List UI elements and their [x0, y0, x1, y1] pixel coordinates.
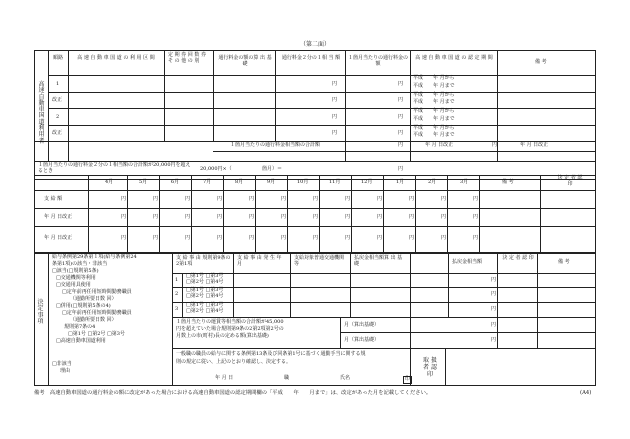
- pay-row-label: 支 給 額: [44, 196, 63, 202]
- pay-cell: 円: [281, 196, 287, 202]
- reason-opt: □第1号 □第3号: [186, 302, 224, 308]
- month-header: 12月: [361, 179, 373, 185]
- row-yen: 円: [332, 114, 338, 120]
- revise-cell: 円: [313, 235, 319, 241]
- total-yen: 円: [398, 142, 404, 148]
- revise-cell: 円: [441, 214, 447, 220]
- row-yen2: 円: [398, 114, 404, 120]
- handler-approval: 取 扱 者 認 印: [423, 357, 437, 378]
- pay-cell: 円: [217, 196, 223, 202]
- approval-header: 決 定 者 認 印: [557, 175, 583, 187]
- month-header: 6月: [171, 179, 180, 185]
- revise-cell: 円: [473, 214, 479, 220]
- header-period: 高 速 自 動 車 国 道 の 認 定 期 間: [415, 55, 493, 61]
- left-line: □第1号 □第2号 □第3号: [68, 331, 125, 337]
- header-remarks: 備 考: [535, 59, 547, 65]
- row-period-from: 平成 年 月から: [413, 108, 455, 114]
- reason-opt: □第2号 □第4号: [186, 308, 224, 314]
- left-line: 規則第7条の4: [64, 324, 96, 330]
- total-label: １箇月当たりの通行料金相当額の合計額: [230, 142, 321, 148]
- month-header: 4月: [105, 179, 114, 185]
- revise-cell: 円: [281, 235, 287, 241]
- left-line: □非該当: [52, 361, 72, 367]
- row-yen2: 円: [398, 97, 404, 103]
- total-yen2: 円: [492, 142, 498, 148]
- revise-cell: 円: [217, 214, 223, 220]
- revise-cell: 円: [153, 214, 159, 220]
- reason-no: 3: [175, 306, 179, 312]
- revise-cell: 円: [217, 235, 223, 241]
- revise-row-label: 年 月 日改正: [44, 235, 73, 241]
- hdr-refund-basis: 払戻金相当額算 出 基 礎: [354, 255, 403, 267]
- extra-month: 月（算出基礎）: [344, 337, 380, 343]
- reason-no: 2: [175, 291, 179, 297]
- left-line: □定年前再任用短時間勤務職員: [62, 310, 132, 316]
- revise-cell: 円: [281, 214, 287, 220]
- reason-opt: □第2号 □第4号: [186, 279, 224, 285]
- pay-cell: 円: [313, 196, 319, 202]
- left-line: （通勤所要日数 回）: [70, 317, 117, 323]
- revise-cell: 円: [473, 235, 479, 241]
- section1-side-label: 高速自動車国道利用者: [38, 81, 45, 145]
- row-period-from: 平成 年 月から: [413, 75, 455, 81]
- left-line: □該当(□規則第5条): [52, 268, 99, 274]
- row-yen: 円: [332, 130, 338, 136]
- pay-cell: 円: [249, 196, 255, 202]
- hdr-reason: 支 給 事 由 規則第9条の2第1項: [176, 255, 231, 267]
- hdr-transport: 支給対象普通交通機関等: [294, 255, 345, 267]
- left-line: 給与条例第29条第１項(給与条例第24: [52, 254, 137, 260]
- half-yen: 円: [398, 166, 404, 172]
- row-number: 2: [56, 114, 60, 120]
- row-period-from: 平成 年 月から: [413, 92, 455, 98]
- revise-cell: 円: [441, 235, 447, 241]
- section3-side-label: 決定事項: [37, 299, 44, 325]
- bottom-name: 氏名: [340, 375, 351, 381]
- row-number: 改正: [52, 97, 63, 103]
- pay-cell: 円: [153, 196, 159, 202]
- header-half-fee: 通行料金２分の１相 当 額: [281, 55, 341, 61]
- bottom-date: 年 月 日: [215, 375, 234, 381]
- header-fee-basis: 通行料金の額の算 出 基 礎: [218, 55, 272, 67]
- month-header: 8月: [235, 179, 244, 185]
- month-header: 3月: [460, 179, 469, 185]
- bottom-title: 職: [284, 375, 290, 381]
- left-line: □高速自動車国道利用: [56, 338, 106, 344]
- pay-cell: 円: [473, 196, 479, 202]
- row-period-to: 平成 年 月まで: [413, 116, 455, 122]
- revise-cell: 円: [377, 214, 383, 220]
- revise-cell: 円: [249, 235, 255, 241]
- extra-yen: 円: [491, 322, 497, 328]
- reason-no: 1: [175, 277, 179, 283]
- pay-cell: 円: [441, 196, 447, 202]
- hdr-approval: 決 定 者 認 印: [502, 255, 534, 261]
- revise-row-label: 年 月 日改正: [44, 214, 73, 220]
- month-header: 2月: [428, 179, 437, 185]
- row-period-to: 平成 年 月まで: [413, 99, 455, 105]
- month-header: 9月: [267, 179, 276, 185]
- left-line: □定年前再任用短時間勤務職員: [62, 289, 132, 295]
- total-date1: 年 月 日改正: [425, 142, 454, 148]
- month-header: 5月: [139, 179, 148, 185]
- month-header: 10月: [297, 179, 309, 185]
- total-date2: 年 月 日改正: [520, 142, 549, 148]
- revise-cell: 円: [345, 235, 351, 241]
- left-line: □交通用具使用: [56, 282, 91, 288]
- extra-text: １箇月当たりの運賃等相当額の合計額が45,000: [176, 319, 284, 325]
- row-number: 改正: [52, 130, 63, 136]
- bottom-text: 則の規定に従い、上記のとおり確認し、決定する。: [176, 359, 292, 365]
- row-number: 1: [56, 81, 60, 87]
- revise-cell: 円: [377, 235, 383, 241]
- half-calc: 20,000円×（: [200, 166, 232, 172]
- row-period-to: 平成 年 月まで: [413, 132, 455, 138]
- revise-cell: 円: [185, 214, 191, 220]
- left-line: □交通機関等利用: [56, 275, 96, 281]
- row-period-to: 平成 年 月まで: [413, 83, 455, 89]
- row-period-from: 平成 年 月から: [413, 125, 455, 131]
- half-month: 箇月）＝: [262, 166, 283, 172]
- header-monthly-fee: １箇月当たりの通行料金の額: [348, 55, 409, 67]
- extra-month: 月（算出基礎）: [344, 322, 380, 328]
- month-header: 7月: [203, 179, 212, 185]
- left-line: 条第1項)の該当・非該当: [52, 261, 108, 267]
- reason-opt: □第2号 □第4号: [186, 293, 224, 299]
- pay-cell: 円: [377, 196, 383, 202]
- revise-cell: 円: [345, 214, 351, 220]
- half-label: １箇月当たりの通行料金２分の１相当額の合計額が20,000円を超えるとき: [38, 162, 191, 174]
- hdr-refund: 払戻金相当額: [452, 259, 483, 265]
- hdr-occur: 支 給 事 由 発 生 年 月: [237, 255, 282, 267]
- revise-cell: 円: [249, 214, 255, 220]
- reason-opt: □第1号 □第3号: [186, 273, 224, 279]
- month-header: 11月: [329, 179, 341, 185]
- extra-text: 月数上の市(町村)長の定める額(算出基礎): [176, 333, 269, 339]
- bottom-text: 一般職の職員の給与に関する条例第13条及び同条第1号に基づく通勤手当に関する規: [176, 351, 366, 357]
- row-yen: 円: [332, 81, 338, 87]
- revise-cell: 円: [121, 214, 127, 220]
- month-header: 1月: [396, 179, 405, 185]
- header-route: 順路: [53, 55, 64, 61]
- pay-cell: 円: [185, 196, 191, 202]
- refund-yen: 円: [491, 277, 497, 283]
- row-yen: 円: [332, 97, 338, 103]
- pay-cell: 円: [345, 196, 351, 202]
- revise-cell: 円: [153, 235, 159, 241]
- footer-note: 備考 高速自動車国道の通行料金の額に改定があった場合における高速自動車国道の認定期間欄の「平成 年 月まで」は、改定があった月を記載してください。: [34, 390, 432, 396]
- revise-cell: 円: [409, 214, 415, 220]
- left-line: □併用(□規則第5条の4): [56, 303, 111, 309]
- refund-yen: 円: [491, 291, 497, 297]
- left-line: 理由: [60, 368, 71, 374]
- pay-cell: 円: [409, 196, 415, 202]
- extra-text: 円を超えていた場合規則第9条の2第2項第2号の: [176, 326, 284, 332]
- extra-yen: 円: [491, 337, 497, 343]
- hdr-remarks: 備 考: [558, 259, 570, 265]
- row-yen2: 円: [398, 130, 404, 136]
- reason-opt: □第1号 □第3号: [186, 287, 224, 293]
- header-pass-type: 定 期 券 回 数 券 そ の 他 の 別: [168, 52, 206, 64]
- page-label: （第二面）: [300, 41, 331, 48]
- pay-cell: 円: [121, 196, 127, 202]
- revise-cell: 円: [313, 214, 319, 220]
- revise-cell: 円: [121, 235, 127, 241]
- row-yen2: 円: [398, 81, 404, 87]
- revise-cell: 円: [185, 235, 191, 241]
- header-section: 高 速 自 動 車 国 道 の 利 用 区 間: [77, 55, 155, 61]
- footer-size: (A4): [580, 390, 592, 396]
- remarks-header: 備 考: [502, 179, 514, 185]
- revise-cell: 円: [409, 235, 415, 241]
- seal: 印: [405, 376, 411, 382]
- refund-yen: 円: [491, 306, 497, 312]
- left-line: （通勤所要日数 回）: [70, 296, 117, 302]
